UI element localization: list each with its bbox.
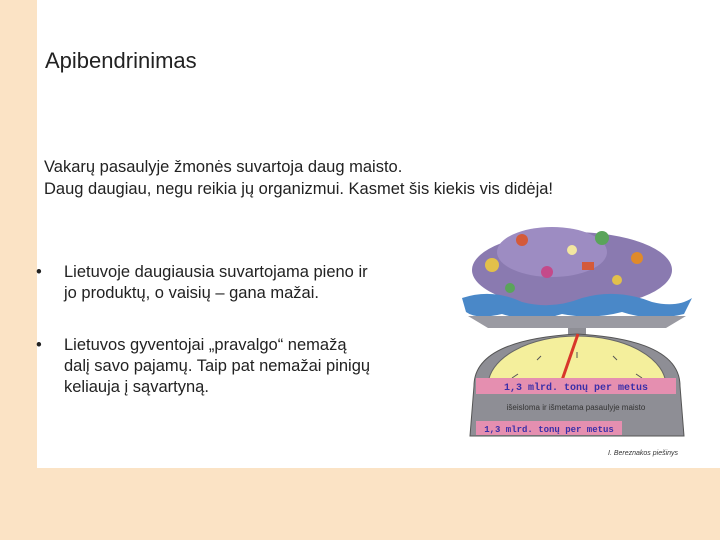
bullet-marker: • <box>36 336 42 354</box>
food-waste-scale-illustration <box>452 210 702 450</box>
label-top: 1,3 mlrd. tonų per metus <box>503 383 649 394</box>
bullet-item <box>36 335 376 398</box>
slide-title: Apibendrinimas <box>45 48 197 73</box>
label-bottom: 1,3 mlrd. tonų per metus <box>484 425 614 435</box>
bullet-marker: • <box>36 263 42 281</box>
intro-text <box>44 156 684 200</box>
intro-line-1: Vakarų pasaulyje žmonės suvartoja daug maisto. <box>44 158 403 176</box>
label-middle: išeisloma ir išmetama pasaulyje maisto <box>506 403 646 412</box>
intro-line-2: Daug daugiau, negu reikia jų organizmui. Kasmet šis kiekis vis didėja! <box>44 180 554 198</box>
bullet-text: Lietuvos gyventojai „pravalgo“ nemažą dalį savo pajamų. Taip pat nemažai pinigų keliauja į sąvartyną. <box>64 336 371 396</box>
bullet-list <box>36 262 376 429</box>
illustration-credit: I. Bereznakos piešinys <box>608 450 679 457</box>
footer-band <box>0 468 720 540</box>
bullet-item <box>36 262 376 304</box>
bullet-text: Lietuvoje daugiausia suvartojama pieno ir jo produktų, o vaisių – gana mažai. <box>64 263 368 302</box>
scale-pan <box>468 316 686 328</box>
